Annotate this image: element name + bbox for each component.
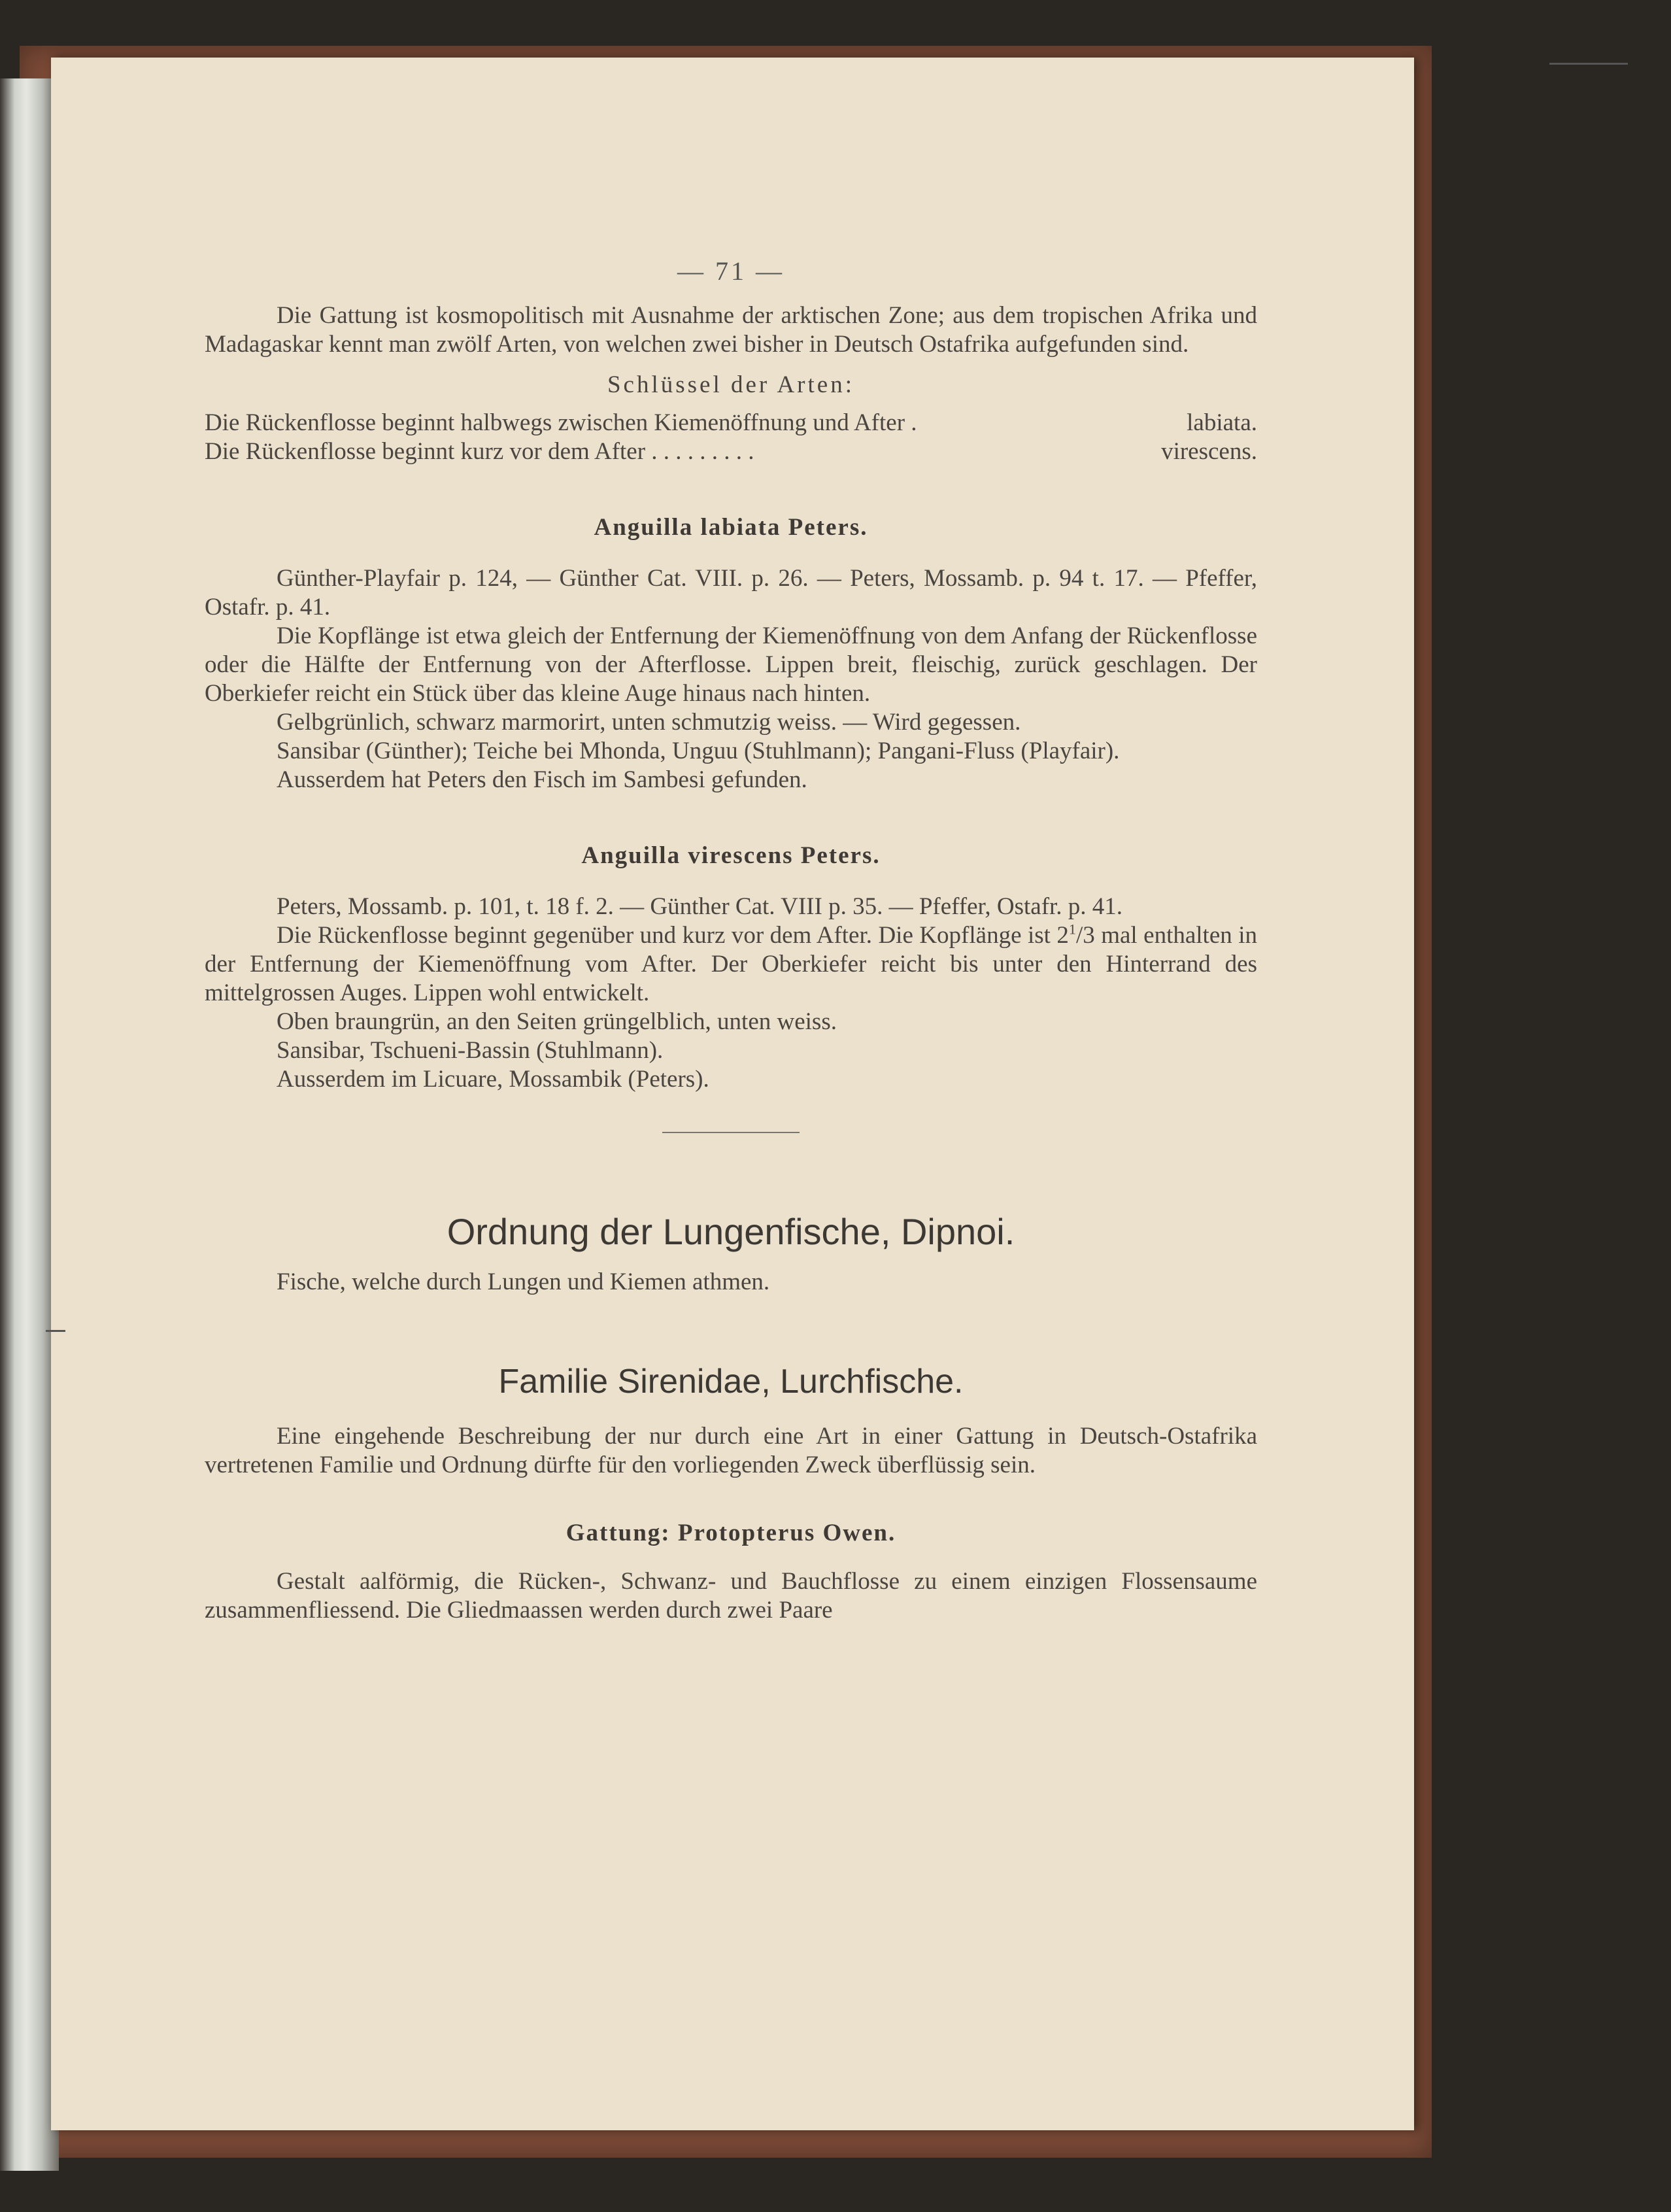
labiata-references: Günther-Playfair p. 124, — Günther Cat. VIII. p. 26. — Peters, Mossamb. p. 94 t. 17. — Pfeffer, Ostafr. p. 41. (205, 565, 1257, 621)
order-subtitle: Fische, welche durch Lungen und Kiemen athmen. (277, 1268, 770, 1295)
key-heading: Schlüssel der Arten: (607, 371, 854, 398)
page-number: — 71 — (677, 256, 785, 286)
virescens-coloration: Oben braungrün, an den Seiten grüngelblich, unten weiss. (277, 1008, 837, 1035)
book-spine (0, 78, 59, 2171)
family-paragraph: Eine eingehende Beschreibung der nur durch eine Art in einer Gattung in Deutsch-Ostafrika vertretenen Familie und Ordnung dürfte für den vorliegenden Zweck überflüssig sein. (205, 1423, 1257, 1478)
key-row-species: labiata. (1187, 409, 1257, 436)
order-title: Ordnung der Lungenfische, Dipnoi. (447, 1211, 1015, 1252)
virescens-desc-part1: Die Rückenflosse beginnt gegenüber und kurz vor dem After. Die Kopflänge ist 2 (277, 922, 1069, 949)
labiata-description: Die Kopflänge ist etwa gleich der Entfernung der Kiemenöffnung von dem Anfang der Rückenflosse oder die Hälfte der Entfernung von der Afterflosse. Lippen breit, fleischig, zurück geschlagen. Der Oberkiefer reicht ein Stück über das kleine Auge hinaus nach hinten. (205, 622, 1257, 707)
virescens-description (205, 921, 1257, 1008)
genus-paragraph: Gestalt aalförmig, die Rücken-, Schwanz- und Bauchflosse zu einem einzigen Flossensaume zusammenfliessend. Die Gliedmaassen werden durch zwei Paare (205, 1568, 1257, 1624)
labiata-localities: Sansibar (Günther); Teiche bei Mhonda, Unguu (Stuhlmann); Pangani-Fluss (Playfair). (277, 738, 1120, 764)
page-text-block (205, 257, 1257, 1625)
virescens-note: Ausserdem im Licuare, Mossambik (Peters). (277, 1066, 709, 1093)
intro-paragraph: Die Gattung ist kosmopolitisch mit Ausnahme der arktischen Zone; aus dem tropischen Afrika und Madagaskar kennt man zwölf Arten, von welchen zwei bisher in Deutsch Ostafrika aufgefunden sind. (205, 302, 1257, 358)
key-row (205, 437, 1257, 466)
virescens-localities: Sansibar, Tschueni-Bassin (Stuhlmann). (277, 1037, 664, 1064)
scan-margin-mark (46, 1330, 65, 1332)
book-page (51, 58, 1414, 2130)
virescens-references: Peters, Mossamb. p. 101, t. 18 f. 2. — Günther Cat. VIII p. 35. — Pfeffer, Ostafr. p. 41. (277, 893, 1123, 920)
key-row-text: Die Rückenflosse beginnt halbwegs zwischen Kiemenöffnung und After . (205, 409, 917, 436)
scan-margin-mark (1549, 63, 1628, 65)
virescens-desc-part2: /3 mal enthalten in der Entfernung der Kiemenöffnung vom After. Der Oberkiefer reicht bis unter den Hinterrand des mittelgrossen Auges. Lippen wohl entwickelt. (205, 922, 1257, 1006)
labiata-coloration: Gelbgrünlich, schwarz marmorirt, unten schmutzig weiss. — Wird gegessen. (277, 709, 1021, 736)
key-row-text: Die Rückenflosse beginnt kurz vor dem After . . . . . . . . . (205, 438, 754, 465)
genus-heading: Gattung: Protopterus Owen. (565, 1520, 896, 1546)
virescens-desc-sup: 1 (1068, 921, 1076, 938)
species-heading-labiata: Anguilla labiata Peters. (594, 514, 868, 541)
key-row-species: virescens. (1161, 438, 1257, 465)
section-divider (662, 1132, 800, 1133)
labiata-note: Ausserdem hat Peters den Fisch im Sambesi gefunden. (277, 766, 807, 793)
family-title: Familie Sirenidae, Lurchfische. (498, 1363, 964, 1401)
species-heading-virescens: Anguilla virescens Peters. (581, 842, 881, 869)
key-row (205, 409, 1257, 437)
